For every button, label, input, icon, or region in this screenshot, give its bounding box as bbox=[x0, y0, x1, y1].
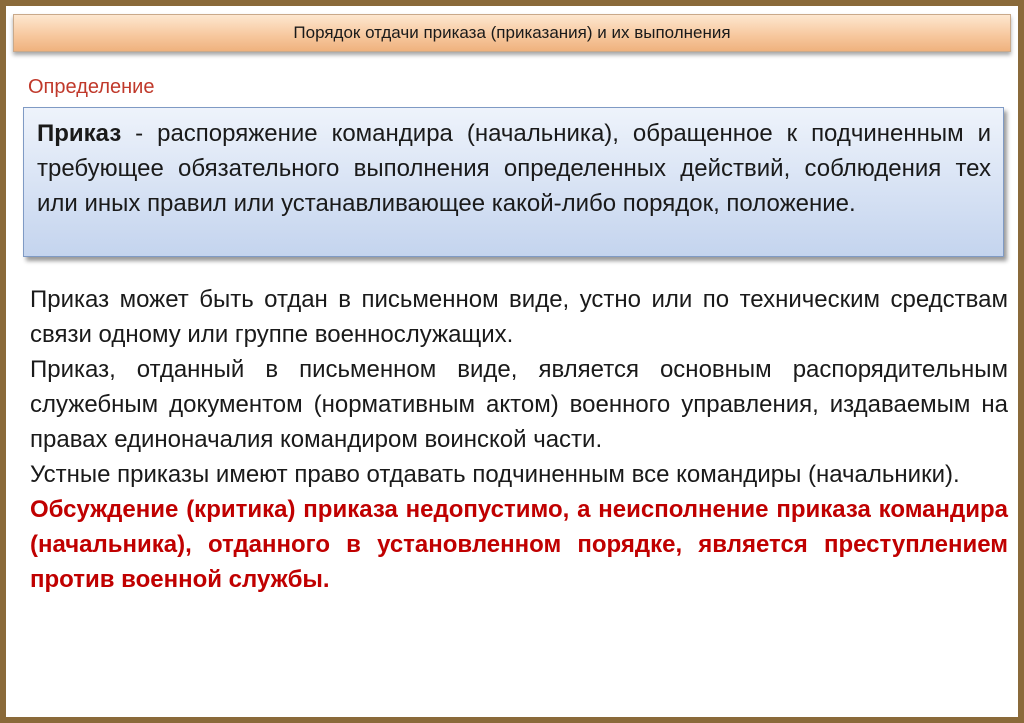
page-title: Порядок отдачи приказа (приказания) и их выполнения bbox=[293, 23, 731, 42]
warning-paragraph: Обсуждение (критика) приказа недопустимо, а неисполнение приказа командира (начальника), отданного в установленном порядке, является преступлением против военной службы. bbox=[30, 496, 1008, 593]
paragraph-written-order: Приказ, отданный в письменном виде, является основным распорядительным служебным документом (нормативным актом) военного управления, издаваемым на правах единоначалия командиром воинской части. bbox=[30, 356, 1008, 453]
definition-paragraph bbox=[37, 116, 991, 221]
definition-term: Приказ bbox=[37, 120, 122, 147]
body-text bbox=[30, 282, 1008, 597]
paragraph-forms: Приказ может быть отдан в письменном виде, устно или по техническим средствам связи одному или группе военнослужащих. bbox=[30, 286, 1008, 348]
definition-box bbox=[23, 107, 1004, 257]
paragraph-oral-orders: Устные приказы имеют право отдавать подчиненным все командиры (начальники). bbox=[30, 461, 960, 488]
definition-text: - распоряжение командира (начальника), обращенное к подчиненным и требующее обязательного выполнения определенных действий, соблюдения тех или иных правил или устанавливающее какой-либо порядок, положение. bbox=[37, 120, 991, 217]
section-label: Определение bbox=[28, 76, 155, 98]
slide bbox=[6, 6, 1018, 717]
title-bar bbox=[13, 14, 1011, 52]
